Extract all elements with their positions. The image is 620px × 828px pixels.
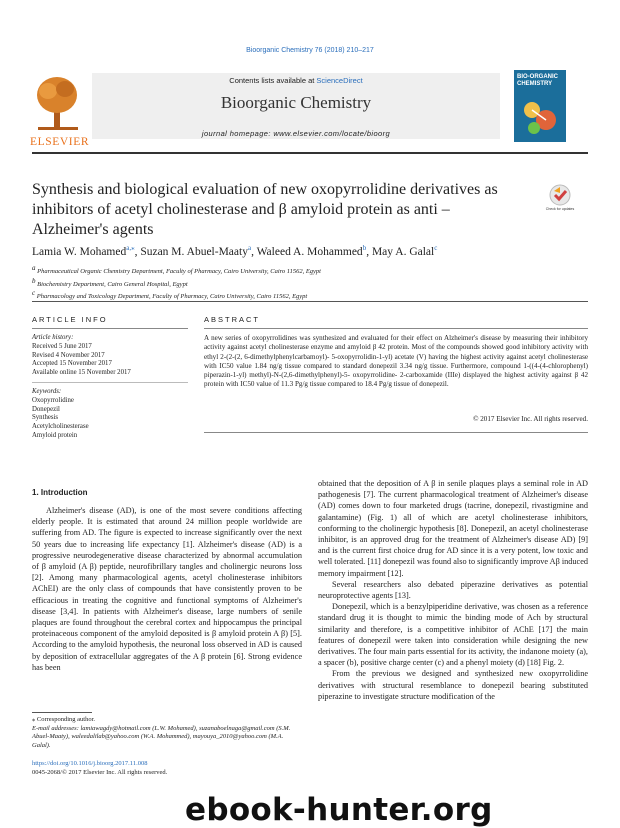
- sciencedirect-link[interactable]: ScienceDirect: [316, 76, 363, 85]
- keywords-label: Keywords:: [32, 388, 62, 395]
- body-column-left: [32, 505, 302, 673]
- history-item: Available online 15 November 2017: [32, 369, 131, 377]
- body-column-right: [318, 478, 588, 702]
- affiliations: [32, 264, 572, 302]
- journal-citation[interactable]: Bioorganic Chemistry 76 (2018) 210–217: [246, 47, 374, 54]
- watermark: ebook-hunter.org: [185, 792, 493, 828]
- history-item: Received 5 June 2017: [32, 342, 92, 350]
- affiliation: $^c$ Pharmacology and Toxicology Department, Faculty of Pharmacy, Cairo University, Cairo 11562, Egypt: [32, 289, 308, 301]
- elsevier-tree-logo: [32, 73, 84, 143]
- article-title: Synthesis and biological evaluation of new oxopyrrolidine derivatives as inhibitors of acetyl cholinesterase and β amyloid protein as anti – Alzheimer's agents: [32, 181, 498, 238]
- crossmark-label: Check for updates: [545, 207, 575, 211]
- keyword: Acetylcholinesterase: [32, 423, 89, 431]
- affiliation: $^a$ Pharmaceutical Organic Chemistry Department, Faculty of Pharmacy, Cairo University, Cairo 11562, Egypt: [32, 264, 321, 276]
- issn-line: 0045-2068/© 2017 Elsevier Inc. All rights reserved.: [32, 768, 168, 776]
- copyright: © 2017 Elsevier Inc. All rights reserved.: [473, 415, 588, 423]
- divider: [32, 328, 188, 329]
- author-list: Lamia W. Mohamed$^{a,⁎}$, Suzan M. Abuel-Maaty$^a$, Waleed A. Mohammed$^b$, May A. Galal$^c$: [32, 244, 438, 258]
- author-sup: b: [362, 244, 367, 252]
- section-heading: 1. Introduction: [32, 488, 88, 497]
- paragraph: Alzheimer's disease (AD), is one of the most severe conditions affecting elderly people. It is estimated that around 24 million people worldwide are suffering from AD. The figure is expected to increase significantly over the next 50 years due to increasing life expectancy [1]. Alzheimer's disease (AD) is a progressive neurodegenerative disease characterized by abnormal accumulation of β amyloid (A β) peptide, neurofibrillary tangles and cholinergic neurons loss [2]. Among many pharmacological agents, acetyl cholinesterase inhibitors AChEI) are the only class of compounds that have consistently proven to be efficacious in treating the cognitive and functional symptoms of Alzheimer's disease [3,4]. In patients with Alzheimer's disease, large numbers of senile plaques are found throughout the cerebral cortex and hippocampus the principal proteinaceous component of the amyloid deposited is β amyloid protein A β) [5]. According to the amyloid hypothesis, the neuronal loss observed in AD is caused by deposition of extracellular aggregates of the A β protein [6]. Strong evidence has been: [32, 506, 302, 672]
- affiliation: $^b$ Biochemistry Department, Cairo General Hospital, Egypt: [32, 276, 188, 288]
- paragraph: Donepezil, which is a benzylpiperidine derivative, was chosen as a reference standard drug it is thought to mimic the binding mode of Ach by structural similarity and therefore, is a competitive inhibitor of AChE [17] the main features of donepezil were taken into consideration while designing the new derivatives. The four main parts essential for its activity, the indanone moiety (a), a spacer (b), positive charge center (c) and a phenyl moiety (d) [18] Fig. 2.: [318, 602, 588, 668]
- keyword: Amyloid protein: [32, 431, 78, 439]
- history-label: Article history:: [32, 334, 74, 341]
- contents-line: [92, 76, 500, 85]
- paragraph: Several researchers also debated piperazine derivatives as potential neuroprotective agents [13].: [318, 579, 588, 601]
- publisher-name: ELSEVIER: [30, 136, 90, 148]
- contents-prefix: Contents lists available at: [229, 76, 317, 85]
- divider: [204, 432, 588, 433]
- keyword: Donepezil: [32, 405, 60, 413]
- email-addresses[interactable]: E-mail addresses: lamiawagdy@hotmail.com (L.W. Mohamed), suzanaboelnaga@gmail.com (S.M. Abuel-Maaty), waleedalilab@yahoo.com (W.A. Mohammed), mayouya_2010@yahoo.com (M.A. Galal).: [32, 724, 291, 749]
- keywords: [32, 388, 188, 441]
- section-rule: [32, 301, 588, 302]
- header-rule: [32, 152, 588, 154]
- cover-title: BIO-ORGANIC CHEMISTRY: [517, 74, 558, 87]
- paragraph: obtained that the deposition of A β in senile plaques plays a seminal role in AD pathogenesis [7]. The current pharmacological treatment of Alzheimer's disease (AD) comes down to four marketed drugs (tacrine, donepezil, rivastigmine and galantamine) (Fig. 1) all of which are acetyl cholinesterase inhibitors, conforming to the cholinergic hypothesis [8]. Donepezil, an acetyl cholinesterase inhibitor, is an approved drug for the treatment of Alzheimer's disease AD) [9] and is the current first choice drug for AD since it is a very potent, low toxic and well tolerated. [11] donepezil was found also to significantly improve Aβ induced memory impairment [12].: [318, 479, 588, 578]
- journal-name: Bioorganic Chemistry: [220, 93, 372, 112]
- keyword: Oxopyrrolidine: [32, 396, 74, 404]
- abstract-text: A new series of oxopyrrolidines was synthesized and evaluated for their effect on Alzheimer's disease by measuring their inhibitory activity against acetyl cholinesterase enzyme and amyloid β 42 protein. Most of the compounds showed good inhibitory activity with ethyl 2-(2-(2, 6-dimethylphenylcarbamoyl)- 5-oxopyrrolidin-1-yl) acetate (V) having the highest activity against acetyl cholinesterase with IC50 value 1.84 ng/g tissue compared to standard donepezil 3.34 ng/g tissue. Furthermore, compound 1-((4-(4-chlorophenyl) piperazin-1-yl) methyl)-N-(2,6-dimethylphenyl)-5- oxopyrrolidine- 2-carboxamide (IIIe) displayed the highest activity against β 42 protein with IC50 value of 11.3 Pg/g tissue compared to 18.4 Pg/g tissue of donepezil.: [204, 334, 588, 389]
- paragraph: From the previous we designed and synthesized new oxopyrrolidine derivatives with structural resemblance to donepezil bearing substituted piperazine to investigate structure modification of the: [318, 669, 588, 701]
- doi-link[interactable]: https://doi.org/10.1016/j.bioorg.2017.11.008: [32, 760, 148, 767]
- corresponding-author-note: ⁎ Corresponding author.: [32, 716, 96, 723]
- abstract-heading: ABSTRACT: [204, 315, 261, 324]
- author-sup: a,⁎: [126, 244, 135, 252]
- footnotes: [32, 716, 302, 750]
- author-name[interactable]: Waleed A. Mohammed: [256, 245, 363, 258]
- footnote-rule: [32, 712, 92, 713]
- divider: [204, 328, 588, 329]
- author-sup: c: [434, 244, 438, 252]
- article-history: [32, 334, 188, 378]
- article-info-heading: ARTICLE INFO: [32, 315, 108, 324]
- history-item: Accepted 15 November 2017: [32, 360, 112, 368]
- journal-cover-image: [514, 70, 566, 142]
- doi-block: [32, 760, 302, 777]
- author-name[interactable]: May A. Galal: [371, 245, 435, 258]
- keyword: Synthesis: [32, 414, 59, 422]
- divider: [32, 382, 188, 383]
- journal-homepage[interactable]: journal homepage: www.elsevier.com/locate/bioorg: [201, 129, 391, 138]
- history-item: Revised 4 November 2017: [32, 351, 105, 359]
- author-name[interactable]: Lamia W. Mohamed: [32, 245, 127, 258]
- author-name[interactable]: Suzan M. Abuel-Maaty: [140, 245, 248, 258]
- author-sup: a: [247, 244, 252, 252]
- check-for-updates-icon[interactable]: [543, 182, 577, 216]
- cover-molecule-icon: [520, 96, 560, 138]
